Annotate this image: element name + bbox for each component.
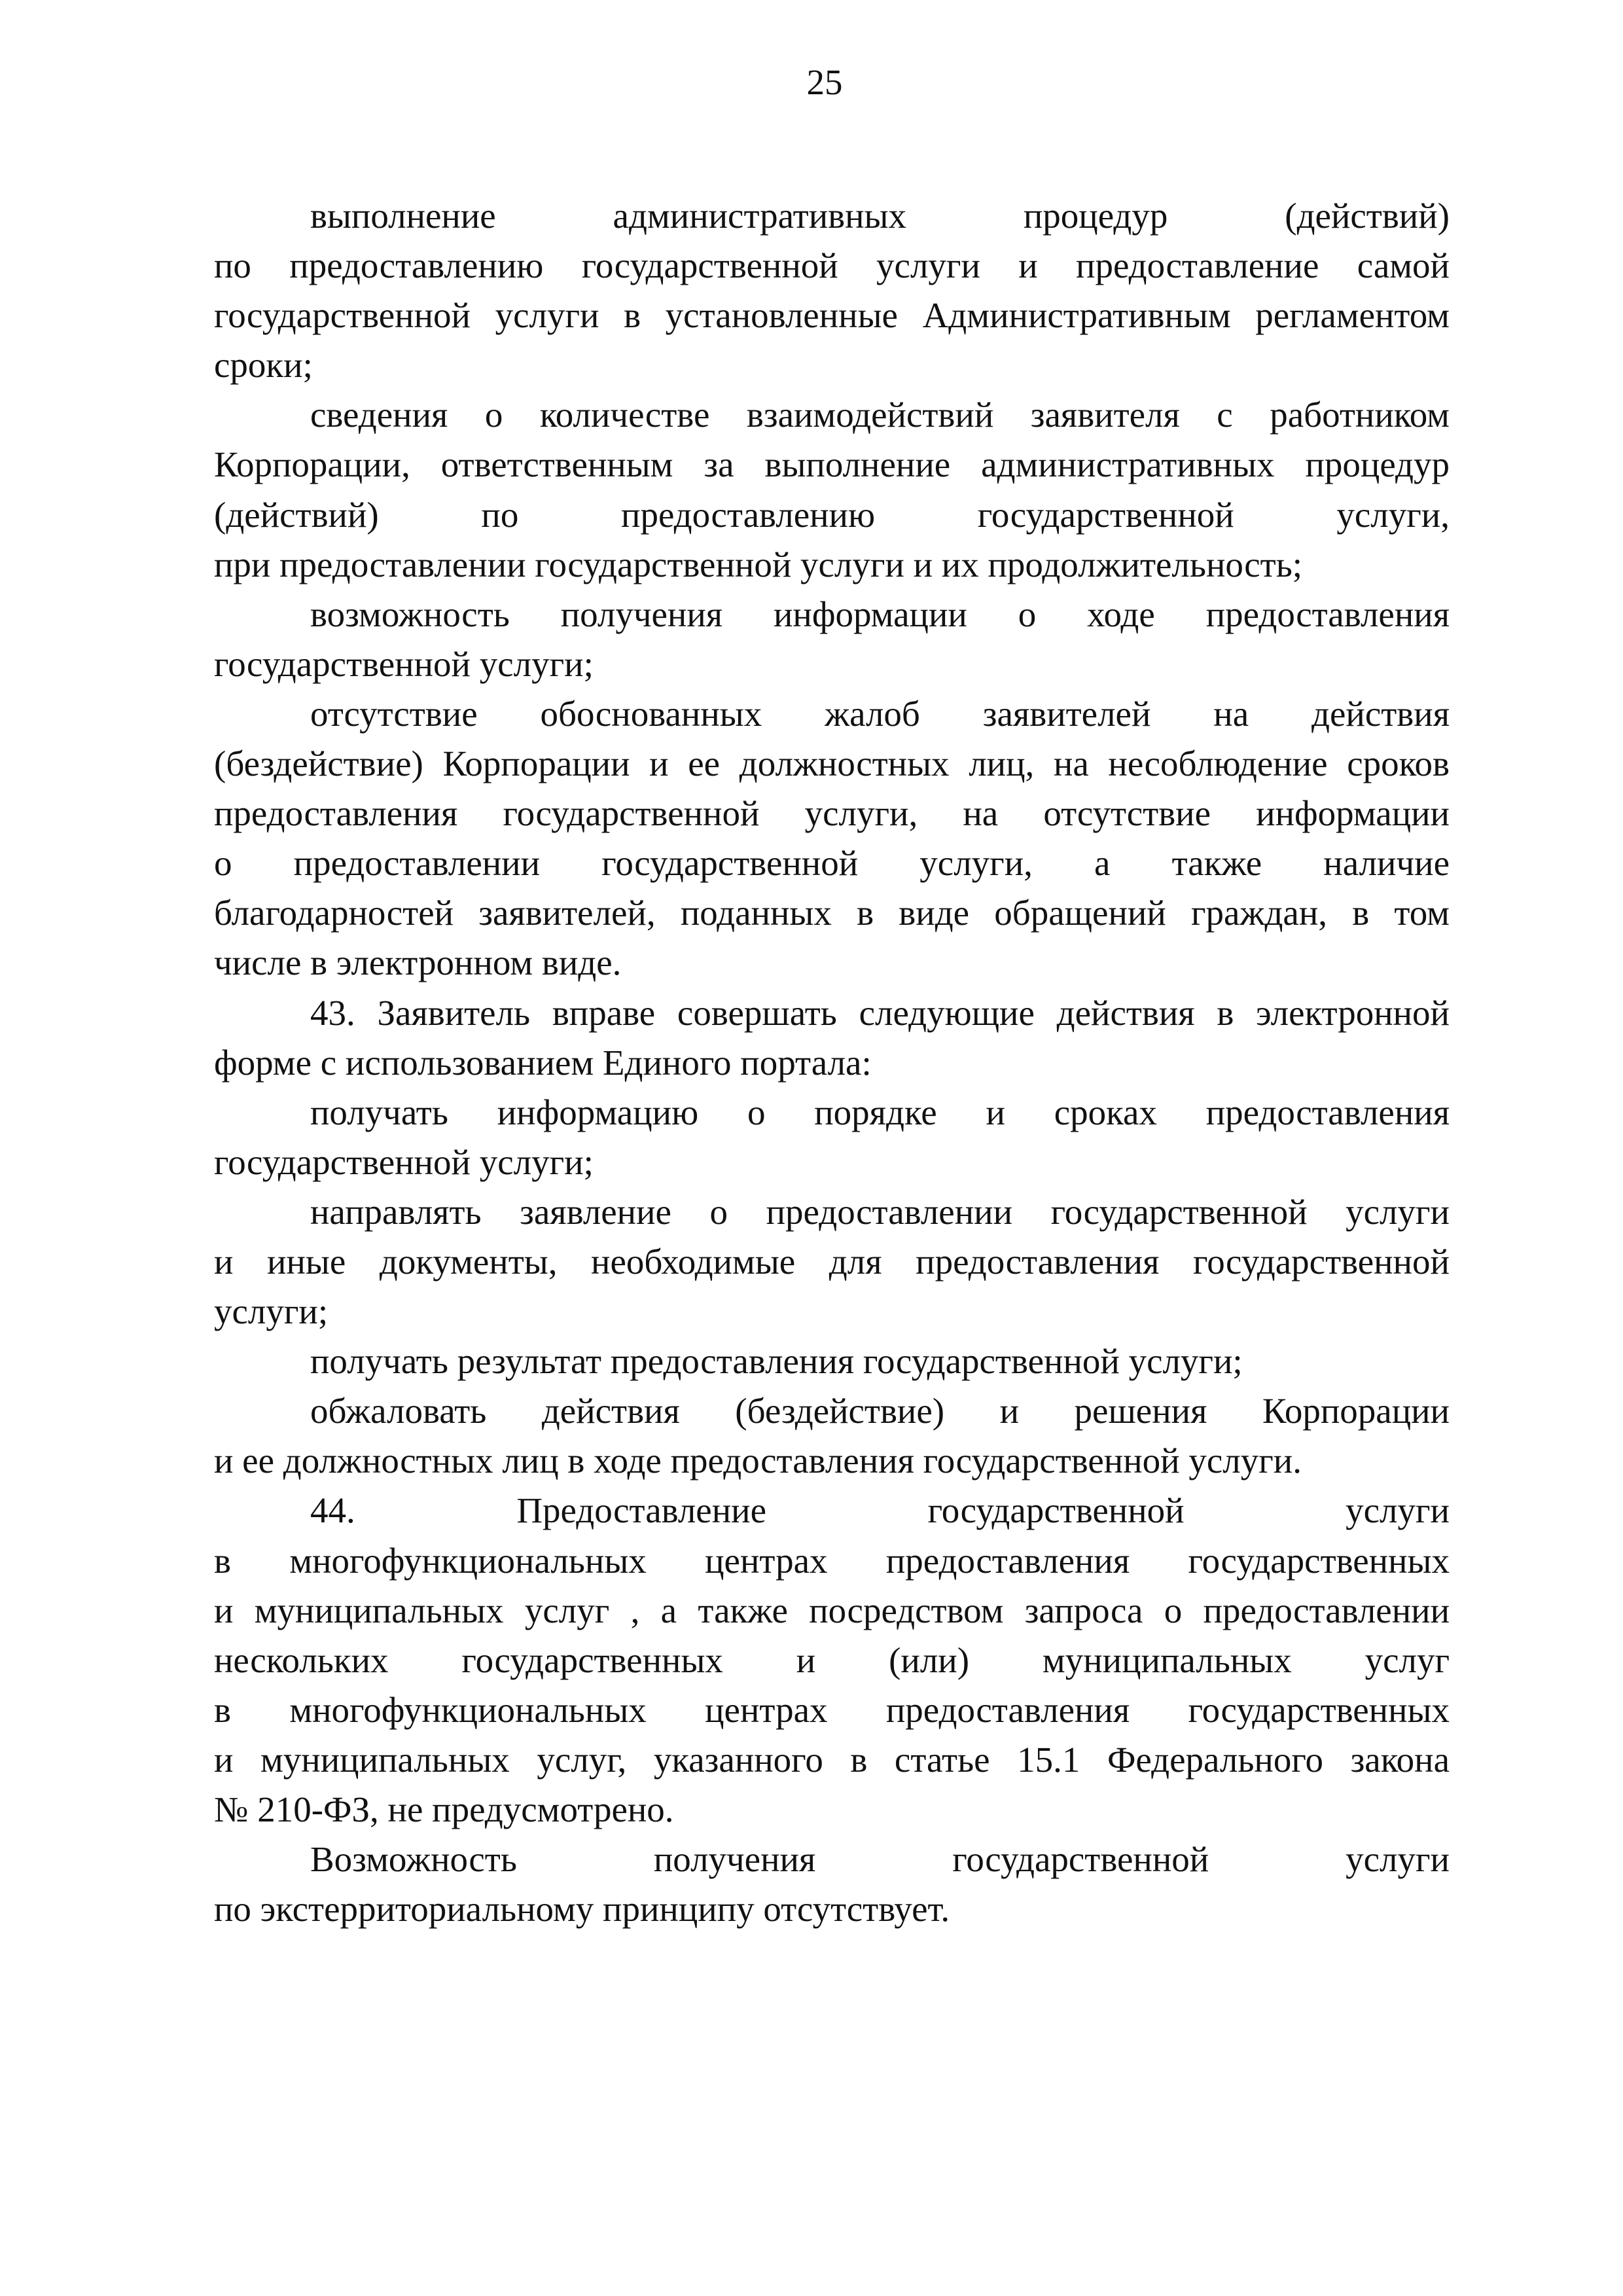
paragraph bbox=[214, 1336, 1450, 1386]
text-line: получать результат предоставления государственной услуги; bbox=[310, 1341, 1243, 1382]
text-line: числе в электронном виде. bbox=[214, 942, 622, 983]
text-line: при предоставлении государственной услуги и их продолжительность; bbox=[214, 544, 1303, 584]
text-line: Корпорации, ответственным за выполнение административных процедур bbox=[214, 444, 1450, 485]
text-line: отсутствие обоснованных жалоб заявителей на действия bbox=[310, 693, 1450, 734]
paragraph bbox=[214, 390, 1450, 589]
document-body bbox=[214, 191, 1450, 1934]
text-line: государственной услуги в установленные Административным регламентом bbox=[214, 295, 1450, 336]
text-line: направлять заявление о предоставлении государственной услуги bbox=[310, 1191, 1450, 1232]
text-line: услуги; bbox=[214, 1291, 329, 1332]
text-line: в многофункциональных центрах предоставления государственных bbox=[214, 1540, 1450, 1581]
text-line: форме с использованием Единого портала: bbox=[214, 1042, 872, 1083]
text-line: (бездействие) Корпорации и ее должностных лиц, на несоблюдение сроков bbox=[214, 744, 1450, 784]
text-line: возможность получения информации о ходе предоставления bbox=[310, 594, 1450, 634]
text-line: благодарностей заявителей, поданных в виде обращений граждан, в том bbox=[214, 893, 1450, 933]
text-line: (действий) по предоставлению государственной услуги, bbox=[214, 494, 1450, 535]
text-line: в многофункциональных центрах предоставления государственных bbox=[214, 1689, 1450, 1730]
paragraph bbox=[214, 1835, 1450, 1934]
text-line: и ее должностных лиц в ходе предоставления государственной услуги. bbox=[214, 1441, 1302, 1481]
paragraph bbox=[214, 191, 1450, 390]
text-line: обжаловать действия (бездействие) и решения Корпорации bbox=[310, 1391, 1450, 1431]
text-line: 44. Предоставление государственной услуги bbox=[310, 1490, 1450, 1531]
page-number: 25 bbox=[806, 62, 843, 102]
text-line: предоставления государственной услуги, на отсутствие информации bbox=[214, 793, 1450, 834]
paragraph bbox=[214, 1088, 1450, 1187]
text-line: получать информацию о порядке и сроках предоставления bbox=[310, 1092, 1450, 1132]
text-line: Возможность получения государственной услуги bbox=[310, 1839, 1450, 1880]
text-line: государственной услуги; bbox=[214, 643, 594, 684]
text-line: выполнение административных процедур (действий) bbox=[310, 196, 1450, 236]
paragraph bbox=[214, 1386, 1450, 1486]
text-line: нескольких государственных и (или) муниципальных услуг bbox=[214, 1640, 1450, 1680]
text-line: и муниципальных услуг , а также посредством запроса о предоставлении bbox=[214, 1590, 1450, 1630]
text-line: государственной услуги; bbox=[214, 1141, 594, 1182]
text-line: и муниципальных услуг, указанного в статье 15.1 Федерального закона bbox=[214, 1739, 1450, 1780]
text-line: о предоставлении государственной услуги, а также наличие bbox=[214, 843, 1450, 884]
text-line: сведения о количестве взаимодействий заявителя с работником bbox=[310, 395, 1450, 435]
paragraph bbox=[214, 1486, 1450, 1835]
text-line: № 210-ФЗ, не предусмотрено. bbox=[214, 1789, 674, 1829]
paragraph bbox=[214, 988, 1450, 1088]
text-line: 43. Заявитель вправе совершать следующие действия в электронной bbox=[310, 992, 1450, 1033]
text-line: по предоставлению государственной услуги и предоставление самой bbox=[214, 245, 1450, 286]
text-line: сроки; bbox=[214, 345, 313, 386]
paragraph bbox=[214, 1187, 1450, 1336]
text-line: по экстерриториальному принципу отсутствует. bbox=[214, 1889, 950, 1929]
text-line: и иные документы, необходимые для предоставления государственной bbox=[214, 1241, 1450, 1282]
paragraph bbox=[214, 689, 1450, 988]
paragraph bbox=[214, 590, 1450, 689]
